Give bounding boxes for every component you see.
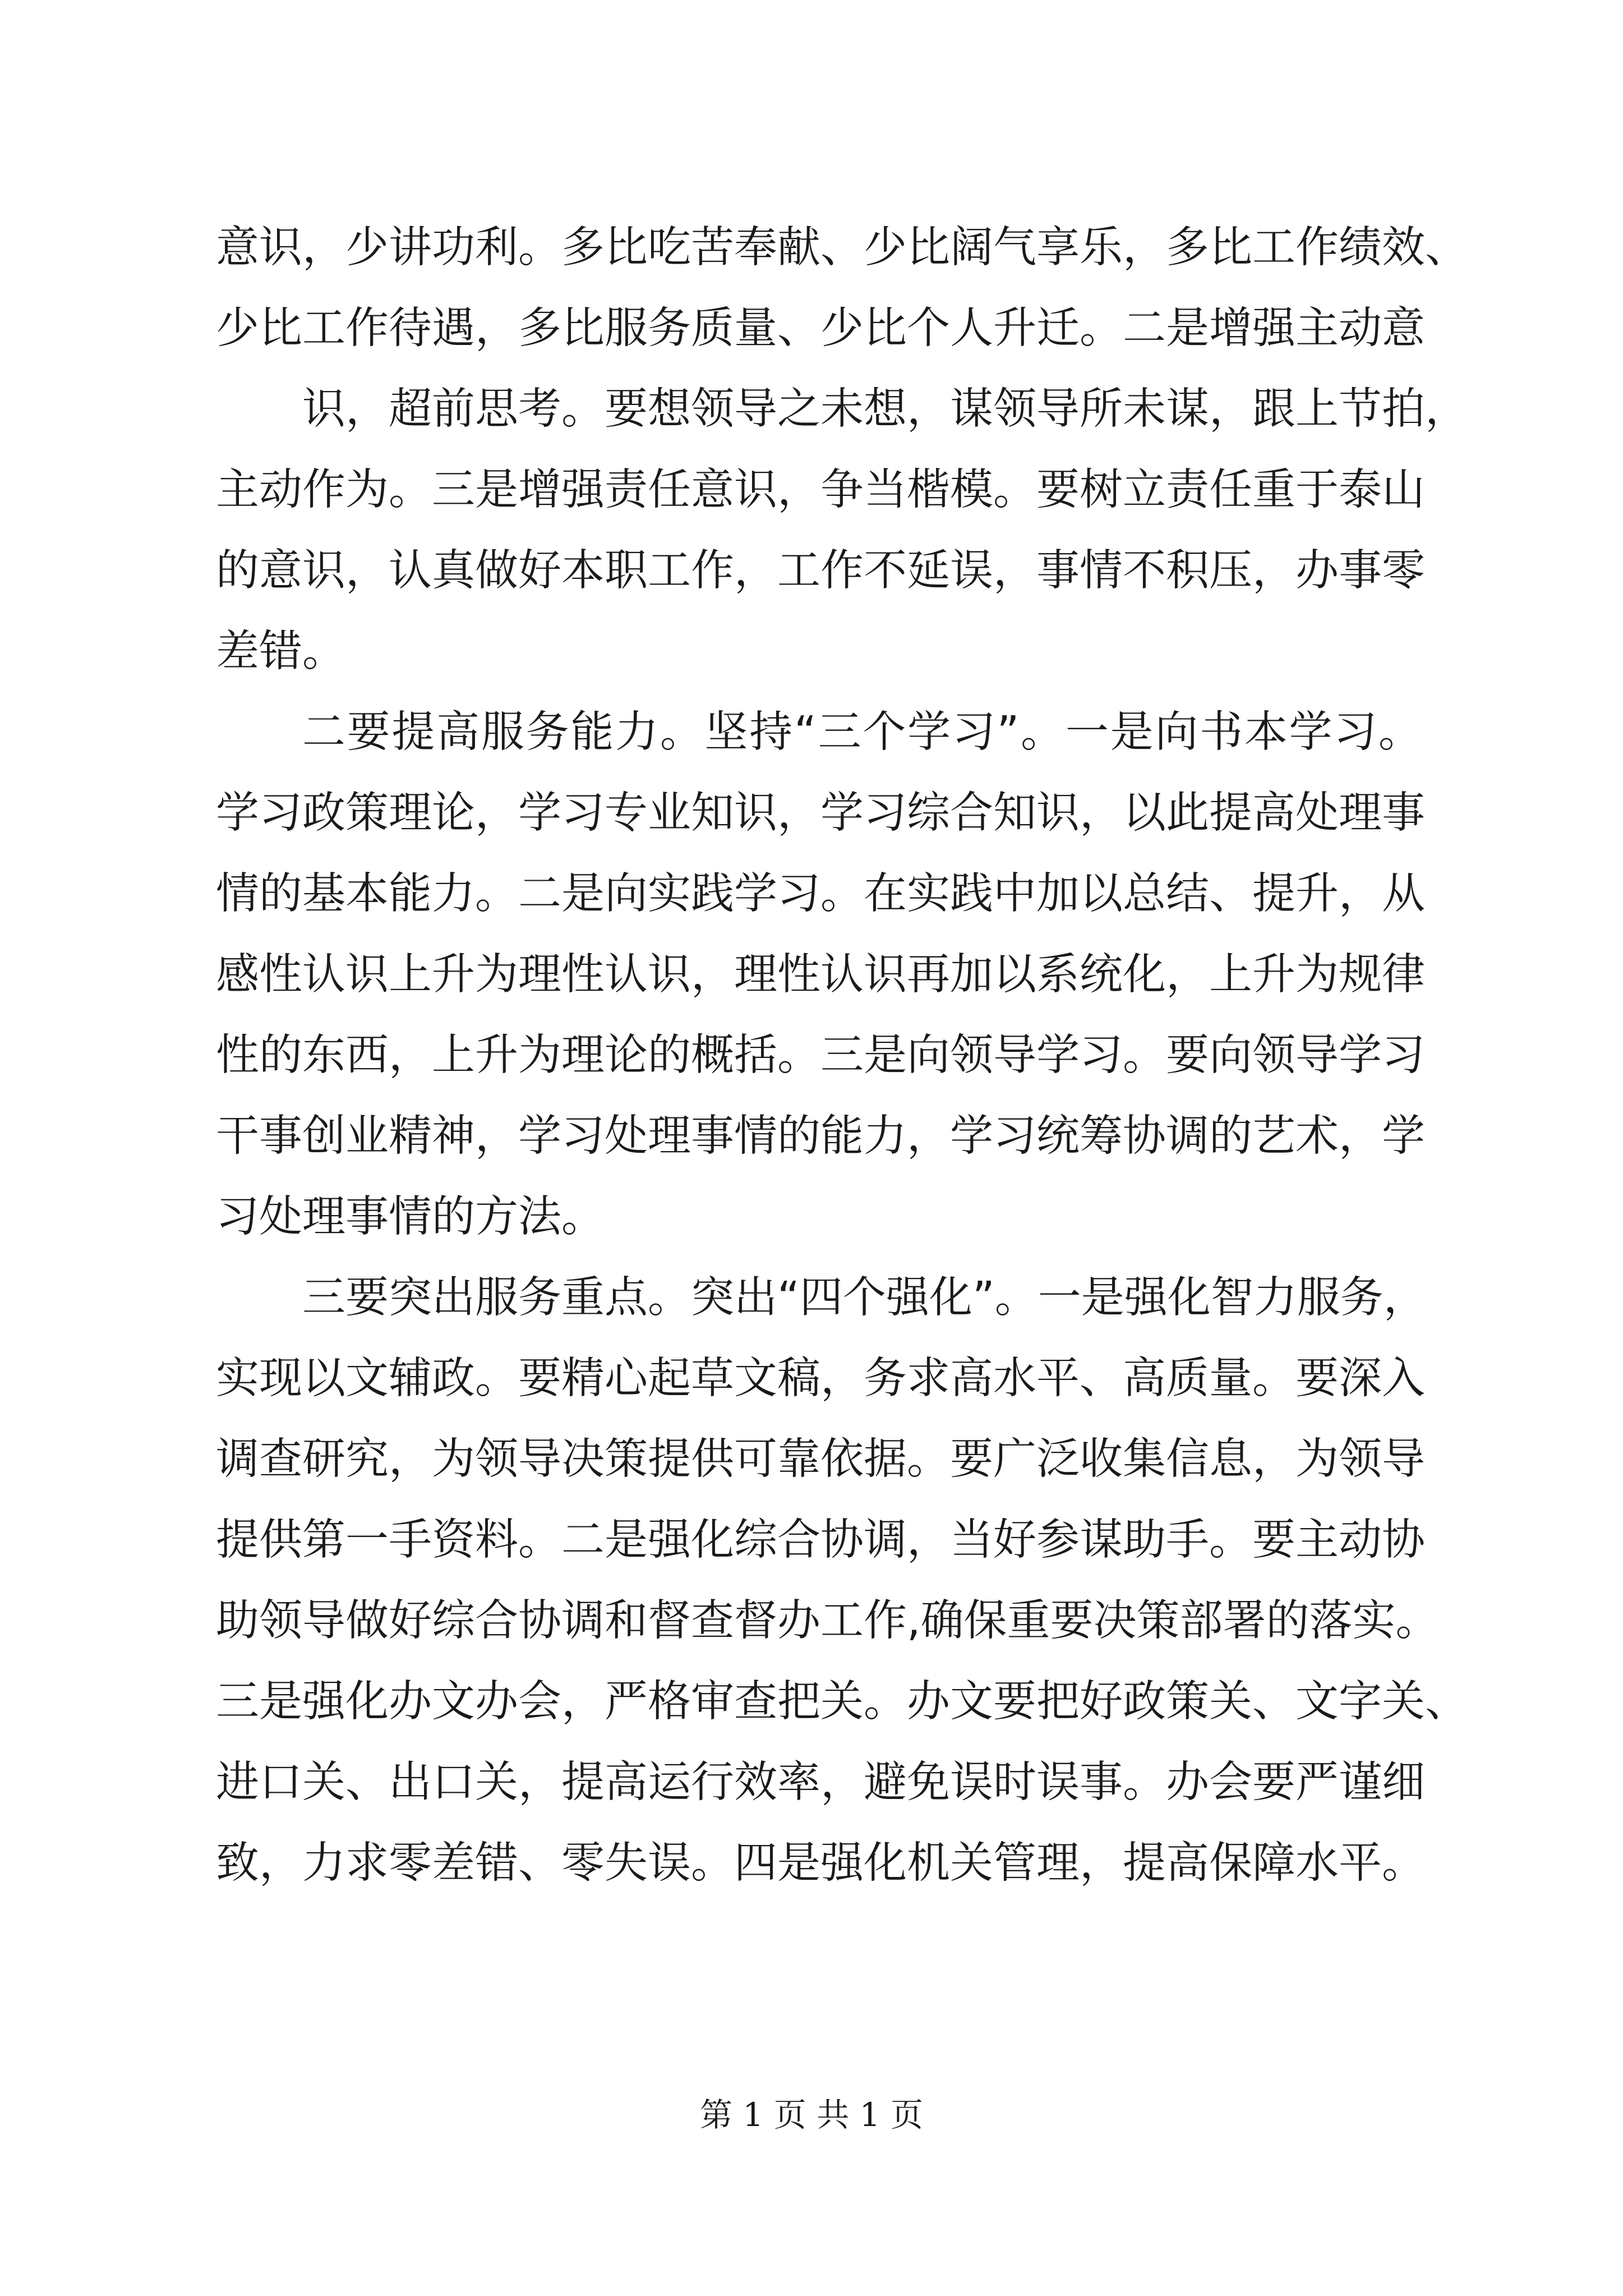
document-body bbox=[216, 208, 1468, 1904]
text-line: 进口关、出口关，提高运行效率，避免误时误事。办会要严谨细 bbox=[216, 1757, 1425, 1807]
text-line: 三是强化办文办会，严格审查把关。办文要把好政策关、文字关、 bbox=[216, 1677, 1468, 1727]
text-line: 干事创业精神，学习处理事情的能力，学习统筹协调的艺术，学 bbox=[216, 1111, 1425, 1161]
text-line: 实现以文辅政。要精心起草文稿，务求高水平、高质量。要深入 bbox=[216, 1354, 1425, 1404]
text-line: 学习政策理论，学习专业知识，学习综合知识，以此提高处理事 bbox=[216, 788, 1425, 838]
text-line: 主动作为。三是增强责任意识，争当楷模。要树立责任重于泰山 bbox=[216, 465, 1425, 515]
text-line: 感性认识上升为理性认识，理性认识再加以系统化，上升为规律 bbox=[216, 950, 1425, 1000]
text-line: 的意识，认真做好本职工作，工作不延误，事情不积压，办事零 bbox=[216, 546, 1425, 596]
text-line: 性的东西，上升为理论的概括。三是向领导学习。要向领导学习 bbox=[216, 1030, 1425, 1080]
text-line: 意识，少讲功利。多比吃苦奉献、少比阔气享乐，多比工作绩效、 bbox=[216, 223, 1468, 273]
text-line: 助领导做好综合协调和督查督办工作,确保重要决策部署的落实。 bbox=[216, 1596, 1439, 1646]
text-line: 致，力求零差错、零失误。四是强化机关管理，提高保障水平。 bbox=[216, 1838, 1425, 1888]
text-line: 二要提高服务能力。坚持“三个学习”。一是向书本学习。 bbox=[302, 707, 1422, 757]
text-line: 识，超前思考。要想领导之未想，谋领导所未谋，跟上节拍， bbox=[302, 384, 1468, 434]
text-line: 习处理事情的方法。 bbox=[216, 1192, 605, 1242]
text-line: 差错。 bbox=[216, 627, 345, 677]
text-line: 情的基本能力。二是向实践学习。在实践中加以总结、提升，从 bbox=[216, 869, 1425, 919]
text-line: 少比工作待遇，多比服务质量、少比个人升迁。二是增强主动意 bbox=[216, 303, 1425, 353]
text-line: 三要突出服务重点。突出“四个强化”。一是强化智力服务， bbox=[302, 1273, 1427, 1323]
text-line: 调查研究，为领导决策提供可靠依据。要广泛收集信息，为领导 bbox=[216, 1434, 1425, 1484]
text-line: 提供第一手资料。二是强化综合协调，当好参谋助手。要主动协 bbox=[216, 1515, 1425, 1565]
page-number-footer: 第 1 页 共 1 页 bbox=[700, 2096, 923, 2134]
